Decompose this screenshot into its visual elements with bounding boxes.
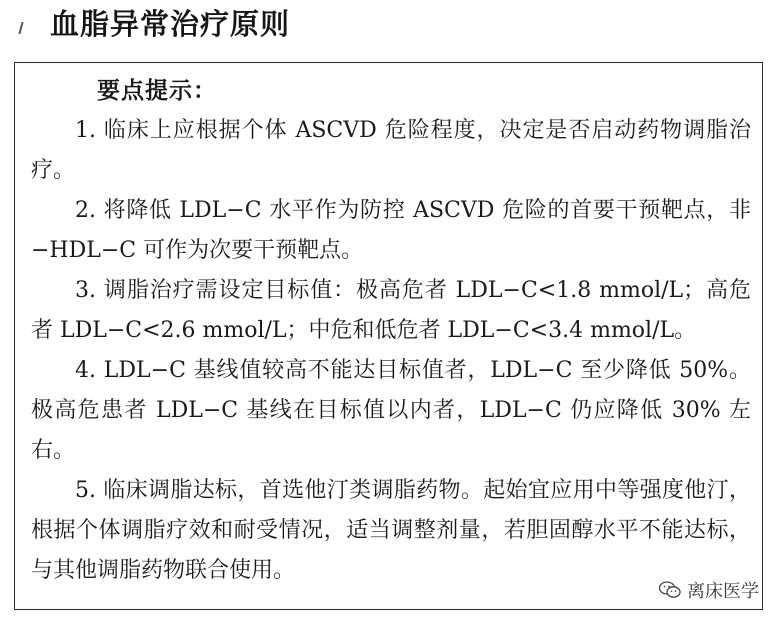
title-accent-mark bbox=[18, 22, 23, 34]
key-point-4: 4. LDL−C 基线值较高不能达目标值者，LDL−C 至少降低 50%。极高危患者 LDL−C 基线在目标值以内者，LDL−C 仍应降低 30% 左右。 bbox=[31, 358, 751, 463]
key-point-1: 1. 临床上应根据个体 ASCVD 危险程度，决定是否启动药物调脂治疗。 bbox=[31, 118, 751, 183]
source-watermark bbox=[657, 577, 761, 603]
key-point-3: 3. 调脂治疗需设定目标值：极高危者 LDL−C<1.8 mmol/L；高危者 LDL−C<2.6 mmol/L；中危和低危者 LDL−C<3.4 mmol/L。 bbox=[31, 278, 751, 343]
key-points-list bbox=[31, 111, 751, 591]
key-points-box bbox=[14, 62, 763, 610]
key-point-2: 2. 将降低 LDL−C 水平作为防控 ASCVD 危险的首要干预靶点，非−HDL−C 可作为次要干预靶点。 bbox=[31, 198, 751, 263]
watermark-text: 离床医学 bbox=[687, 581, 759, 602]
key-point-5: 5. 临床调脂达标，首选他汀类调脂药物。起始宜应用中等强度他汀，根据个体调脂疗效和耐受情况，适当调整剂量，若胆固醇水平不能达标，与其他调脂药物联合使用。 bbox=[31, 478, 751, 583]
wechat-icon bbox=[659, 581, 681, 599]
section-title: 血脂异常治疗原则 bbox=[50, 7, 291, 41]
key-points-heading: 要点提示： bbox=[97, 78, 217, 104]
